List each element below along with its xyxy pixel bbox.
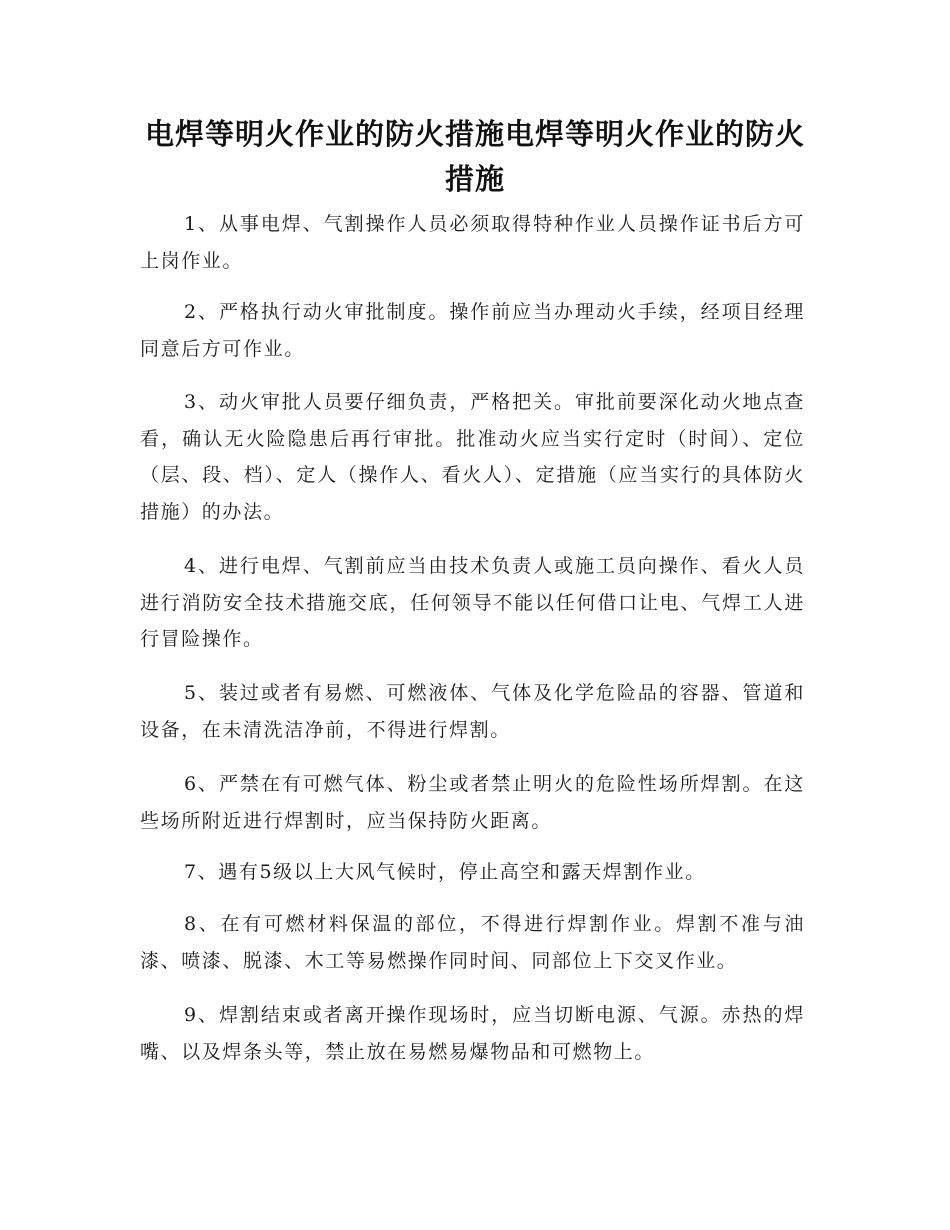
document-title: 电焊等明火作业的防火措施电焊等明火作业的防火措施: [144, 117, 805, 196]
paragraph-9: 9、焊割结束或者离开操作现场时，应当切断电源、气源。赤热的焊嘴、以及焊条头等，禁止放在易燃易爆物品和可燃物上。: [140, 1004, 805, 1063]
paragraph-4: 4、进行电焊、气割前应当由技术负责人或施工员向操作、看火人员进行消防安全技术措施交底，任何领导不能以任何借口让电、气焊工人进行冒险操作。: [140, 555, 805, 650]
paragraph-7: 7、遇有5级以上大风气候时，停止高空和露天焊割作业。: [184, 861, 706, 883]
paragraph-6: 6、严禁在有可燃气体、粉尘或者禁止明火的危险性场所焊割。在这些场所附近进行焊割时，应当保持防火距离。: [140, 773, 805, 832]
paragraph-1: 1、从事电焊、气割操作人员必须取得特种作业人员操作证书后方可上岗作业。: [140, 213, 805, 272]
paragraph-5: 5、装过或者有易燃、可燃液体、气体及化学危险品的容器、管道和设备，在未清洗洁净前，不得进行焊割。: [140, 682, 805, 741]
paragraph-8: 8、在有可燃材料保温的部位，不得进行焊割作业。焊割不准与油漆、喷漆、脱漆、木工等易燃操作同时间、同部位上下交叉作业。: [140, 913, 805, 972]
paragraph-3: 3、动火审批人员要仔细负责，严格把关。审批前要深化动火地点查看，确认无火险隐患后再行审批。批准动火应当实行定时（时间）、定位（层、段、档）、定人（操作人、看火人）、定措施（应当实行的具体防火措施）的办法。: [140, 391, 805, 523]
paragraph-2: 2、严格执行动火审批制度。操作前应当办理动火手续，经项目经理同意后方可作业。: [140, 301, 805, 360]
